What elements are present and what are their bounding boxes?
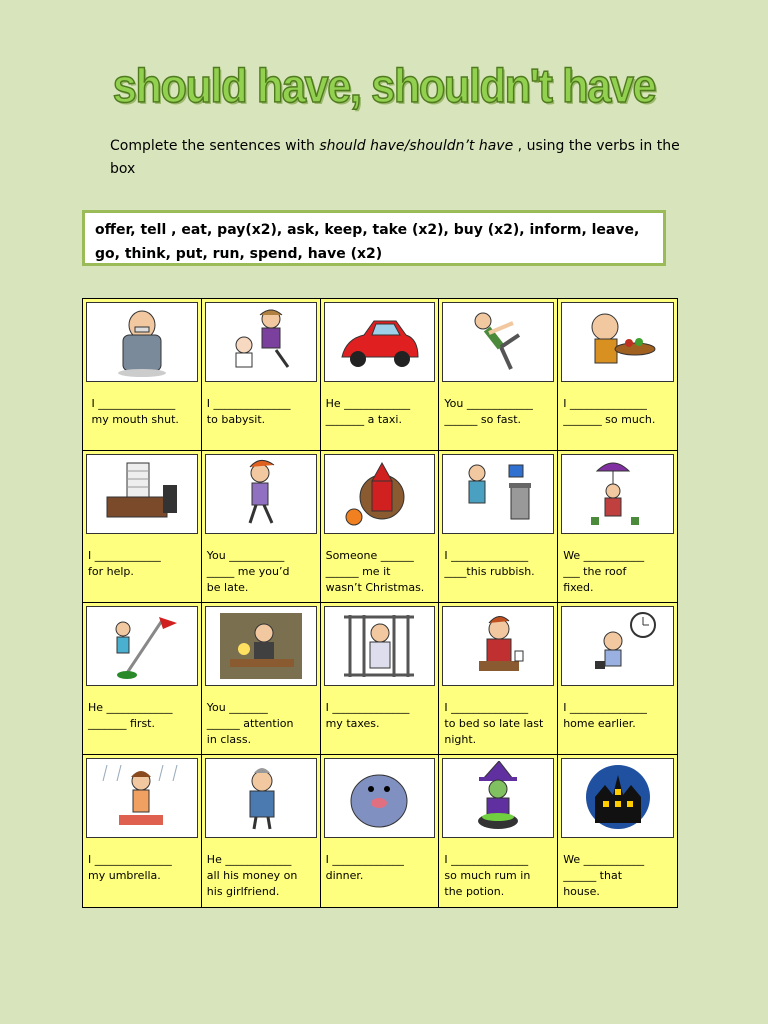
sentence: I ______________ ____this rubbish. (444, 549, 535, 578)
picture-9 (442, 454, 554, 534)
car-taxi-icon (334, 305, 424, 379)
exercise-cell (202, 603, 321, 755)
late-businessman-icon (573, 609, 663, 683)
instructions-italic: should have/shouldn’t have (319, 138, 514, 154)
exercise-cell (83, 451, 202, 603)
sentence: I ______________ home earlier. (563, 701, 647, 730)
picture-5 (561, 302, 674, 382)
sentence: You _______ ______ attention in class. (206, 701, 294, 746)
exercise-cell (83, 299, 202, 451)
leaking-roof-icon (573, 457, 663, 531)
exercise-cell (321, 755, 440, 907)
fat-hippo-icon (334, 761, 424, 835)
exercise-cell (439, 451, 558, 603)
picture-6 (86, 454, 198, 534)
sentence: He ____________ _______ first. (88, 701, 173, 730)
sentence: I ______________ my umbrella. (88, 853, 172, 882)
exercise-cell (202, 299, 321, 451)
desk-paperwork-icon (97, 457, 187, 531)
exercise-cell (558, 603, 677, 755)
picture-18 (324, 758, 436, 838)
sentence: He ____________ all his money on his girlfriend. (206, 853, 298, 898)
sentence: I ______________ to bed so late last night. (444, 701, 544, 746)
picture-2 (205, 302, 317, 382)
picture-7 (205, 454, 317, 534)
running-man-icon (453, 305, 543, 379)
rubbish-bin-icon (453, 457, 543, 531)
exercise-cell (558, 755, 677, 907)
picture-11 (86, 606, 198, 686)
instructions-text-start: Complete the sentences with (110, 138, 320, 154)
sad-man-icon (216, 761, 306, 835)
picture-17 (205, 758, 317, 838)
sentence: I ____________ for help. (88, 549, 161, 578)
sentence: You ____________ ______ so fast. (444, 397, 533, 426)
exercise-cell (439, 299, 558, 451)
picture-12 (205, 606, 317, 686)
picture-14 (442, 606, 554, 686)
late-woman-icon (216, 457, 306, 531)
man-mouth-shut-icon (97, 305, 187, 379)
picture-16 (86, 758, 198, 838)
picture-10 (561, 454, 674, 534)
sentence: I ______________ _______ so much. (563, 397, 656, 426)
sentence: I ______________ to babysit. (206, 397, 291, 426)
instructions (110, 135, 690, 181)
exercise-cell (202, 451, 321, 603)
picture-8 (324, 454, 436, 534)
man-in-jail-icon (334, 609, 424, 683)
verb-box (82, 210, 666, 266)
babysitter-icon (216, 305, 306, 379)
haunted-house-icon (573, 761, 663, 835)
sentence: We ___________ ___ the roof fixed. (563, 549, 645, 594)
sentence: He ____________ _______ a taxi. (325, 397, 411, 426)
sentence: I ______________ my taxes. (325, 701, 410, 730)
sentence: You __________ _____ me you’d be late. (206, 549, 290, 594)
sentence: I ______________ so much rum in the potion. (444, 853, 531, 898)
sentence: Someone ______ ______ me it wasn’t Christmas. (325, 549, 425, 594)
picture-19 (442, 758, 554, 838)
picture-4 (442, 302, 554, 382)
picture-20 (561, 758, 674, 838)
picture-15 (561, 606, 674, 686)
verb-list: offer, tell , eat, pay(x2), ask, keep, take (x2), buy (x2), inform, leave, go, think, put, run, spend, have (x2) (95, 222, 640, 262)
tired-man-icon (453, 609, 543, 683)
sentence: I _____________ dinner. (325, 853, 404, 882)
picture-3 (324, 302, 436, 382)
man-eating-icon (573, 305, 663, 379)
exercise-cell (83, 755, 202, 907)
exercise-cell (558, 299, 677, 451)
picture-1 (86, 302, 198, 382)
exercise-cell (439, 603, 558, 755)
exercise-cell (83, 603, 202, 755)
witch-potion-icon (453, 761, 543, 835)
falling-man-icon (97, 609, 187, 683)
sentence: I ______________ my mouth shut. (91, 397, 179, 426)
exercise-cell (321, 299, 440, 451)
exercise-cell (321, 451, 440, 603)
exercise-cell (202, 755, 321, 907)
reading-student-icon (216, 609, 306, 683)
sentence: We ___________ ______ that house. (563, 853, 645, 898)
exercise-cell (558, 451, 677, 603)
page-title: should have, shouldn't have (112, 59, 656, 112)
picture-13 (324, 606, 436, 686)
instructions-text-end: , using the verbs in the box (110, 138, 680, 177)
exercise-grid (82, 298, 678, 908)
exercise-cell (321, 603, 440, 755)
exercise-cell (439, 755, 558, 907)
christmas-turkey-icon (334, 457, 424, 531)
wet-woman-icon (97, 761, 187, 835)
